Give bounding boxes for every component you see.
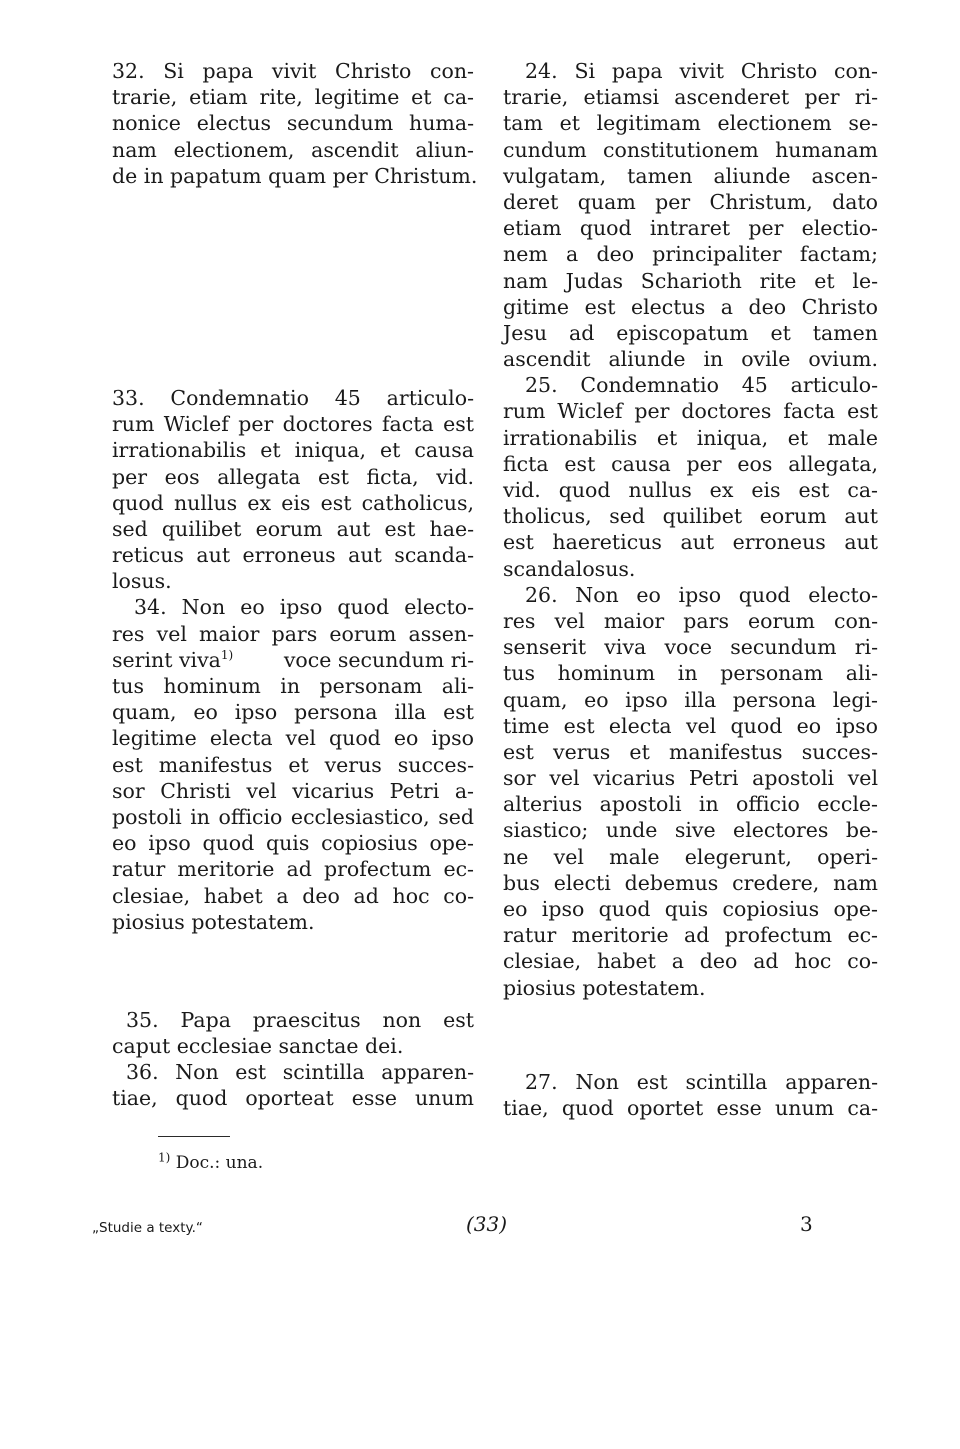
text-line: time est electa vel quod eo ipso (503, 713, 878, 738)
text-line: trarie, etiamsi ascenderet per ri- (503, 85, 878, 110)
text-line: senserit viva voce secundum ri- (503, 635, 878, 660)
text-line: est haereticus aut erroneus aut (503, 530, 878, 555)
text-line: irrationabilis et iniqua, et male (503, 425, 878, 450)
text-line: nonice electus secundum huma- (112, 111, 474, 136)
page-sequence-number: (33) (466, 1212, 508, 1236)
footnote (158, 1152, 263, 1174)
text-line: trarie, etiam rite, legitime et ca- (112, 85, 474, 110)
footnote-marker: 1) (220, 647, 234, 662)
spacer (503, 1001, 878, 1069)
spacer (112, 935, 474, 1007)
text-line: alterius apostoli in officio eccle- (503, 792, 878, 817)
paragraph-26 (503, 582, 878, 1001)
text-line: siastico; unde sive electores be- (503, 818, 878, 843)
text-line: ratur meritorie ad profectum ec- (503, 923, 878, 948)
text-line: est manifestus et verus succes- (112, 752, 474, 777)
text-line: postoli in officio ecclesiastico, sed (112, 804, 474, 829)
text-line: nam Judas Scharioth rite et le- (503, 268, 878, 293)
text-line: 36. Non est scintilla apparen- (126, 1060, 474, 1085)
text-line: irrationabilis et iniqua, et causa (112, 438, 474, 463)
text-fragment: voce secundum ri- (283, 647, 474, 672)
text-line: eo ipso quod quis copiosius ope- (503, 897, 878, 921)
text-line: quam, eo ipso persona illa est (112, 700, 474, 725)
spacer (112, 189, 474, 385)
text-fragment: serint viva$^{1)}$ (112, 647, 234, 672)
text-line: 33. Condemnatio 45 articulo- (112, 385, 474, 410)
text-line: per eos allegata est ficta, vid. (112, 464, 474, 489)
text-line: res vel maior pars eorum assen- (112, 621, 474, 646)
paragraph-27 (503, 1069, 878, 1121)
paragraph-25 (503, 372, 878, 582)
text-line: etiam quod intraret per electio- (503, 216, 878, 241)
text-line: caput ecclesiae sanctae dei. (112, 1034, 404, 1059)
signature-mark: 3 (800, 1212, 813, 1236)
text-line: tiae, quod oporteat esse unum (112, 1086, 474, 1111)
text-line: rum Wiclef per doctores facta est (503, 399, 878, 424)
paragraph-24 (503, 58, 878, 372)
text-line-with-footnote (112, 647, 474, 673)
text-line: losus. (112, 569, 172, 594)
right-column (503, 58, 878, 1121)
text-line: clesiae, habet a deo ad hoc co- (112, 883, 474, 908)
text-line: 34. Non eo ipso quod electo- (134, 595, 474, 620)
text-line: 26. Non eo ipso quod electo- (525, 582, 878, 607)
footnote-rule (158, 1136, 230, 1137)
text-line: sor Christi vel vicarius Petri a- (112, 778, 474, 803)
text-line: gitime est electus a deo Christo (503, 294, 878, 319)
text-line: eo ipso quod quis copiosius ope- (112, 831, 474, 856)
text-line: deret quam per Christum, dato (503, 189, 878, 214)
paragraph-33 (112, 385, 474, 595)
text-line: res vel maior pars eorum con- (503, 608, 878, 633)
text-line: ascendit aliunde in ovile ovium. (503, 347, 878, 372)
text-line: 27. Non est scintilla apparen- (525, 1069, 878, 1094)
text-line: 25. Condemnatio 45 articulo- (525, 373, 878, 398)
footnote-marker: 1) (158, 1150, 171, 1165)
text-line: nam electionem, ascendit aliun- (112, 137, 474, 162)
text-line: tholicus, sed quilibet eorum aut (503, 504, 878, 529)
text-line: scandalosus. (503, 556, 636, 581)
left-column (112, 58, 478, 1112)
text-line: piosius potestatem. (503, 975, 706, 1000)
text-line: rum Wiclef per doctores facta est (112, 412, 474, 437)
text-line: sed quilibet eorum aut est hae- (112, 516, 474, 541)
text-line: est verus et manifestus succes- (503, 739, 878, 764)
text-line: bus electi debemus credere, nam (503, 870, 878, 895)
paragraph-36 (112, 1059, 474, 1111)
text-line: reticus aut erroneus aut scanda- (112, 543, 474, 568)
text-line: ficta est causa per eos allegata, (503, 451, 878, 476)
text-line: vid. quod nullus ex eis est ca- (503, 478, 878, 502)
text-line: nem a deo principaliter factam; (503, 242, 878, 267)
text-line: tus hominum in personam ali- (112, 674, 474, 698)
text-line: de in papatum quam per Christum. (112, 163, 478, 188)
text-line: 32. Si papa vivit Christo con- (112, 59, 474, 83)
text-line: ratur meritorie ad profectum ec- (112, 857, 474, 882)
text-line: tus hominum in personam ali- (503, 661, 878, 686)
text-line: quam, eo ipso illa persona legi- (503, 687, 878, 712)
text-line: clesiae, habet a deo ad hoc co- (503, 949, 878, 974)
text-line: 35. Papa praescitus non est (126, 1007, 474, 1032)
paragraph-32 (112, 58, 478, 189)
text-line: tiae, quod oportet esse unum ca- (503, 1095, 878, 1120)
footnote-text: Doc.: una. (175, 1153, 264, 1173)
text-line: tam et legitimam electionem se- (503, 111, 878, 136)
text-line: piosius potestatem. (112, 909, 315, 934)
text-line: ne vel male elegerunt, operi- (503, 844, 878, 869)
paragraph-35 (112, 1007, 474, 1059)
text-line: cundum constitutionem humanam (503, 137, 878, 162)
paragraph-34 (112, 594, 474, 934)
text-line: quod nullus ex eis est catholicus, (112, 490, 474, 515)
text-line: legitime electa vel quod eo ipso (112, 726, 474, 751)
text-line: vulgatam, tamen aliunde ascen- (503, 163, 878, 188)
running-footer-title: „Studie a texty.“ (92, 1220, 203, 1236)
text-line: sor vel vicarius Petri apostoli vel (503, 766, 878, 791)
text-line: 24. Si papa vivit Christo con- (525, 59, 878, 83)
text-line: Jesu ad episcopatum et tamen (503, 320, 878, 345)
